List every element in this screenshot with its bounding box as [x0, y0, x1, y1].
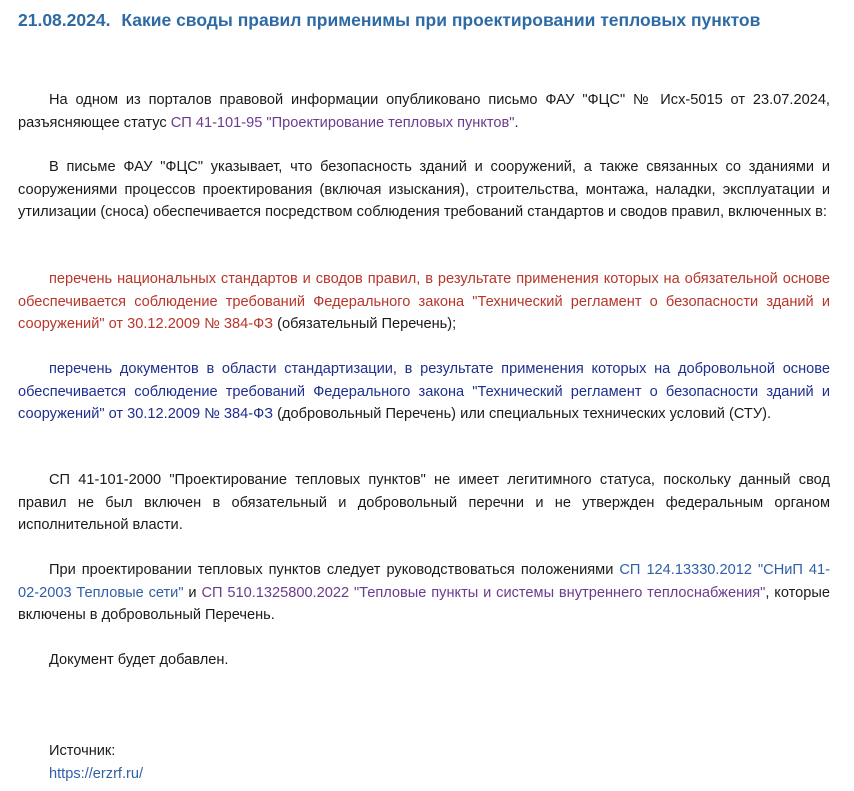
voluntary-list-suffix: (добровольный Перечень) или специальных технических условий (СТУ). [273, 406, 772, 422]
paragraph-letter: В письме ФАУ "ФЦС" указывает, что безопасность зданий и сооружений, а также связанных со зданиями и сооружениями процессов проектирования (включая изыскания), строительства, монтажа, наладки, эксплуатации и утилизации (сноса) обеспечивается посредством соблюдения требований стандартов и сводов правил, включенных в: [18, 159, 830, 220]
page-title [18, 8, 848, 32]
voluntary-list-link[interactable]: перечень документов в области стандартизации, в результате применения которых на добровольной основе обеспечивается соблюдение требований Федерального закона "Технический регламент о безопасности зданий и сооружений" от 30.12.2009 № 384-ФЗ [18, 361, 830, 422]
sp-41-101-95-link[interactable]: СП 41-101-95 "Проектирование тепловых пунктов" [170, 114, 515, 131]
guidance-text-end: , которые включены в добровольный Перечень. [18, 584, 831, 623]
sp-510-link[interactable]: СП 510.1325800.2022 "Тепловые пункты и системы внутреннего теплоснабжения" [201, 584, 766, 601]
article-date: 21.08.2024. [18, 10, 111, 30]
sp-124-link[interactable]: СП 124.13330.2012 "СНиП 41-02-2003 Тепловые сети" [18, 562, 830, 601]
source-label: Источник: [49, 743, 116, 759]
guidance-text-start: При проектировании тепловых пунктов следует руководствоваться положениями [49, 562, 620, 578]
paragraph-intro [18, 89, 830, 134]
paragraph-intro-text: На одном из порталов правовой информации опубликовано письмо ФАУ "ФЦС" № Исх-5015 от 23.07.2024, разъясняющее статус [18, 92, 830, 131]
source-link[interactable]: https://erzrf.ru/ [49, 766, 144, 782]
article-title: Какие своды правил применимы при проектировании тепловых пунктов [121, 10, 761, 30]
guidance-text-and: и [183, 584, 202, 601]
paragraph-intro-end: . [514, 114, 519, 131]
paragraph-voluntary-list [18, 358, 830, 426]
paragraph-guidance [18, 559, 830, 627]
paragraph-status: СП 41-101-2000 "Проектирование тепловых пунктов" не имеет легитимного статуса, поскольку данный свод правил не был включен в обязательный и добровольный перечни и не утвержден федеральным органом исполнительной власти. [18, 472, 830, 533]
mandatory-list-suffix: (обязательный Перечень); [273, 316, 457, 332]
mandatory-list-link[interactable]: перечень национальных стандартов и сводов правил, в результате применения которых на обязательной основе обеспечивается соблюдение требований Федерального закона "Технический регламент о безопасности зданий и сооружений" от 30.12.2009 № 384-ФЗ [18, 271, 830, 332]
paragraph-note: Документ будет добавлен. [49, 652, 229, 668]
paragraph-mandatory-list [18, 268, 830, 336]
